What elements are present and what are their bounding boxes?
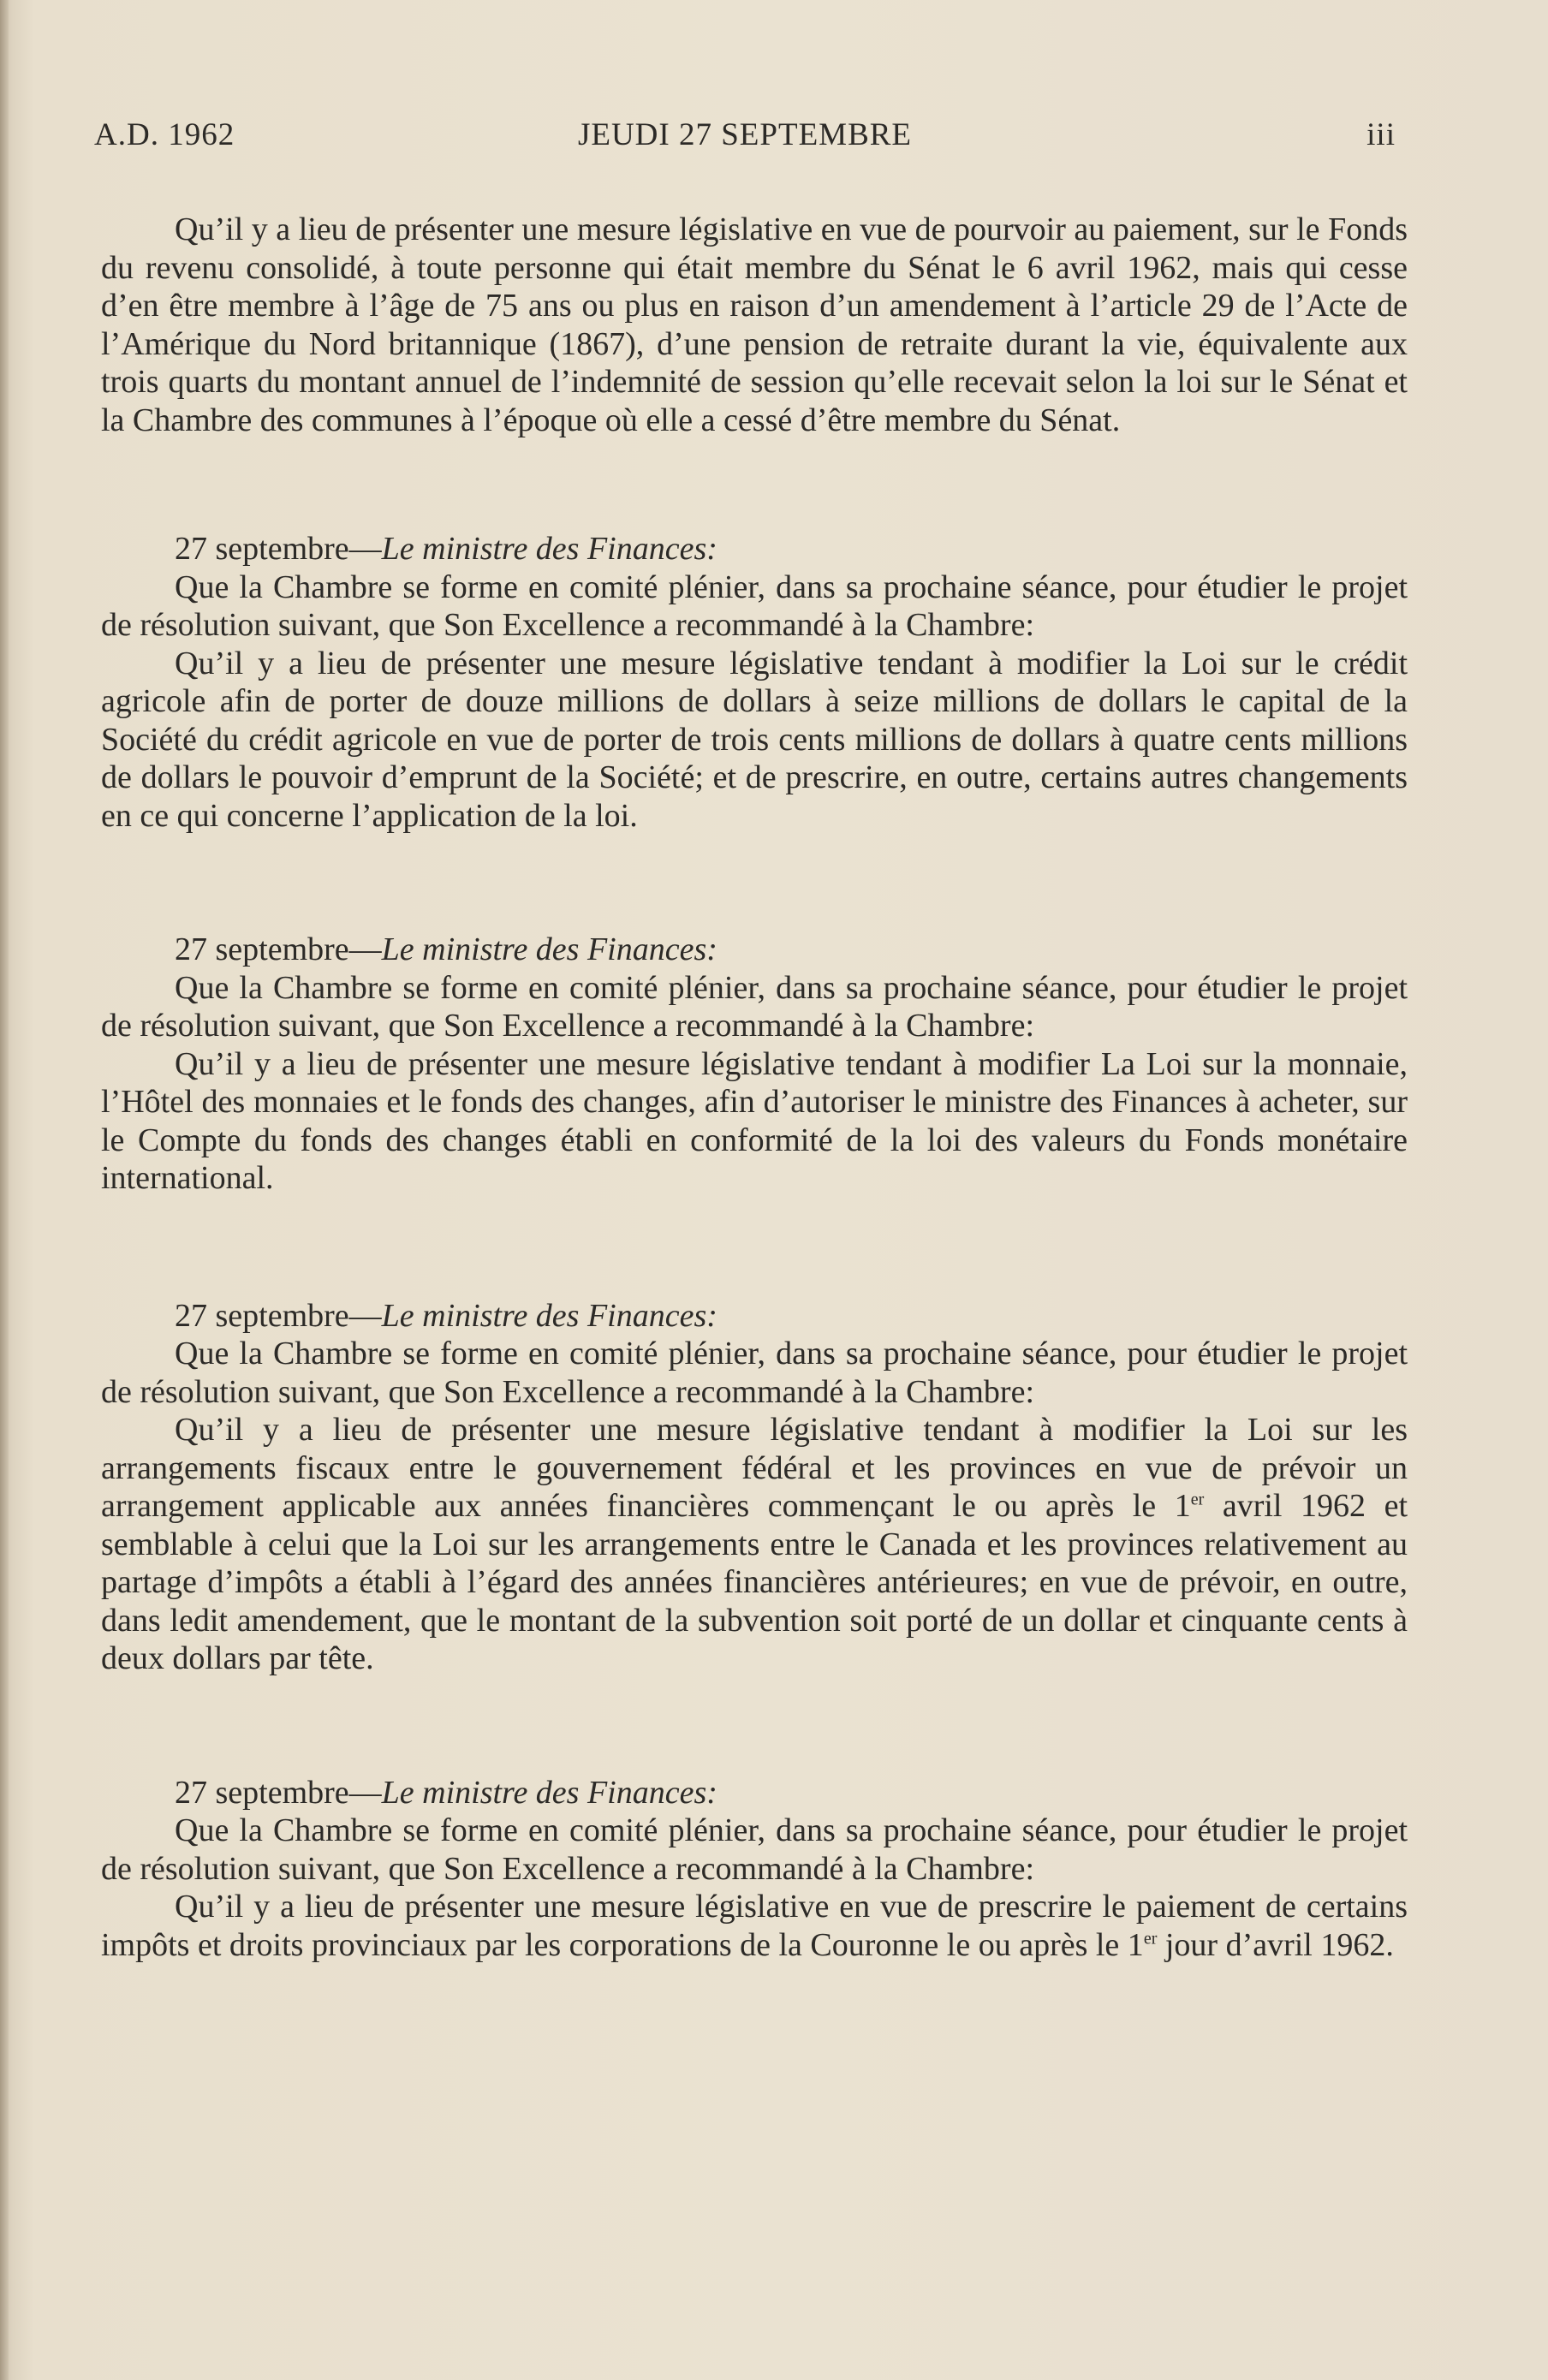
entry-resolution: Qu’il y a lieu de présenter une mesure législative tendant à modifier La Loi sur la monnaie, l’Hôtel des monnaies et le fonds des changes, afin d’autoriser le ministre des Finances à acheter, sur le Compte du fonds des changes établi en conformité de la loi des valeurs du Fonds monétaire international. [101,1045,1408,1196]
entry-heading [101,530,1408,568]
entry-date: 27 septembre— [175,931,382,967]
entry-minister: Le ministre des Finances: [381,931,717,967]
entry-heading [101,1774,1408,1812]
page-body [101,211,1408,1964]
entry-minister: Le ministre des Finances: [381,531,717,567]
entry-date: 27 septembre— [175,531,382,567]
running-header [94,116,1396,159]
entry-heading [101,1297,1408,1336]
paragraph: Qu’il y a lieu de présenter une mesure législative en vue de pourvoir au paiement, sur le Fonds du revenu consolidé, à toute personne qui était membre du Sénat le 6 avril 1962, mais qui cesse d’en être membre à l’âge de 75 ans ou plus en raison d’un amendement à l’article 29 de l’Acte de l’Amérique du Nord britannique (1867), d’une pension de retraite durant la vie, équivalente aux trois quarts du montant annuel de l’indemnité de session qu’elle recevait selon la loi sur le Sénat et la Chambre des communes à l’époque où elle a cessé d’être membre du Sénat. [101,211,1408,438]
entry-heading [101,931,1408,969]
entry-motion: Que la Chambre se forme en comité plénier, dans sa prochaine séance, pour étudier le projet de résolution suivant, que Son Excellence a recommandé à la Chambre: [101,969,1408,1044]
header-date: JEUDI 27 SEPTEMBRE [577,117,913,152]
entry-motion: Que la Chambre se forme en comité plénier, dans sa prochaine séance, pour étudier le projet de résolution suivant, que Son Excellence a recommandé à la Chambre: [101,568,1408,643]
resolution-text: Qu’il y a lieu de présenter une mesure législative en vue de prescrire le paiement de certains impôts et droits provinciaux par les corporations de la Couronne le ou après le 1 [101,1889,1408,1963]
header-page-number: iii [1366,117,1396,152]
header-year: A.D. 1962 [94,117,235,152]
resolution-text: jour d’avril 1962. [1157,1926,1394,1963]
entry-motion: Que la Chambre se forme en comité plénier, dans sa prochaine séance, pour étudier le projet de résolution suivant, que Son Excellence a recommandé à la Chambre: [101,1336,1408,1410]
entry [101,1774,1408,1965]
opening-resolution [101,211,1408,439]
entry-resolution: Qu’il y a lieu de présenter une mesure législative tendant à modifier la Loi sur le crédit agricole afin de porter de douze millions de dollars à seize millions de dollars le capital de la Société du crédit agricole en vue de porter de trois cents millions de dollars à quatre cents millions de dollars le pouvoir d’emprunt de la Société; et de prescrire, en outre, certains autres changements en ce qui concerne l’application de la loi. [101,645,1408,834]
resolution-text: avril 1962 et semblable à celui que la Loi sur les arrangements entre le Canada et les provinces relativement au partage d’impôts a établi à l’égard des années financières antérieures; en vue de prévoir, en outre, dans ledit amendement, que le montant de la subvention soit porté de un dollar et cinquante cents à deux dollars par tête. [101,1488,1408,1676]
ordinal-superscript: er [1190,1490,1205,1509]
entry-motion: Que la Chambre se forme en comité plénier, dans sa prochaine séance, pour étudier le projet de résolution suivant, que Son Excellence a recommandé à la Chambre: [101,1812,1408,1887]
ordinal-superscript: er [1143,1928,1158,1948]
resolution-text: Qu’il y a lieu de présenter une mesure législative tendant à modifier la Loi sur les arrangements fiscaux entre le gouvernement fédéral et les provinces en vue de prévoir un arrangement applicable aux années financières commençant le ou après le 1 [101,1412,1408,1524]
entry-minister: Le ministre des Finances: [381,1774,717,1811]
entry-date: 27 septembre— [175,1297,382,1334]
entry-resolution [101,1888,1408,1964]
entry [101,530,1408,835]
entry [101,1297,1408,1678]
entry [101,931,1408,1198]
entry-date: 27 septembre— [175,1774,382,1811]
entry-minister: Le ministre des Finances: [381,1297,717,1334]
entry-resolution [101,1411,1408,1678]
page-binding-edge [0,0,9,2380]
